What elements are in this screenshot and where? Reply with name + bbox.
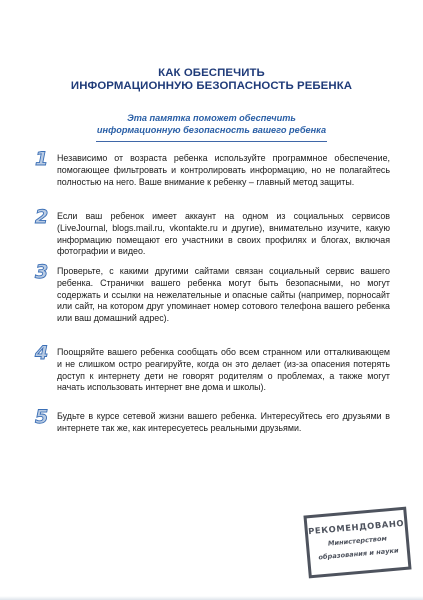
list-item-1 (35, 148, 390, 188)
item-text-4: Поощряйте вашего ребенка сообщать обо всем странном или отталкивающем и не слишком остро реагируйте, когда он это делает (из-за опасения потерять доступ к интернету дети не говорят родителям о проблемах, а также могут начать использовать интернет вне дома и школы). (57, 347, 390, 393)
item-number-3: 3 (35, 261, 49, 283)
page-subtitle-line-2: информационную безопасность вашего ребенка (96, 125, 327, 135)
recommended-stamp (303, 507, 411, 579)
list-item-4 (35, 342, 390, 394)
page-title-line-1: КАК ОБЕСПЕЧИТЬ (158, 67, 265, 79)
item-text-1: Независимо от возраста ребенка используйте программное обеспечение, помогающее фильтровать и контролировать информацию, но не полагайтесь полностью на него. Ваше внимание к ребенку – главный метод защиты. (57, 153, 390, 187)
stamp-line-education: образования и науки (318, 546, 399, 562)
list-item-3 (35, 261, 390, 325)
stamp-heading: РЕКОМЕНДОВАНО (307, 517, 405, 537)
item-number-2: 2 (35, 206, 49, 228)
item-number-1: 1 (35, 148, 49, 170)
item-text-2: Если ваш ребенок имеет аккаунт на одном из социальных сервисов (LiveJournal, blogs.mail.ru, vkontakte.ru и другие), внимательно изучите, какую информацию помещают его участники в своих профилях и блогах, включая фотографии и видео. (57, 211, 390, 257)
page-bottom-edge (0, 596, 423, 600)
item-number-5: 5 (35, 406, 49, 428)
list-item-2 (35, 206, 390, 258)
list-item-5 (35, 406, 390, 435)
item-number-4: 4 (35, 342, 49, 364)
subtitle-divider (96, 141, 327, 142)
item-text-5: Будьте в курсе сетевой жизни вашего ребенка. Интересуйтесь его друзьями в интернете так же, как интересуетесь реальными друзьями. (57, 411, 390, 433)
page-title (0, 67, 423, 93)
stamp-line-ministry: Министерством (327, 534, 388, 548)
page-title-line-2: ИНФОРМАЦИОННУЮ БЕЗОПАСНОСТЬ РЕБЕНКА (70, 80, 353, 92)
item-text-3: Проверьте, с какими другими сайтами связан социальный сервис вашего ребенка. Странички вашего ребенка могут быть безопасными, но могут содержать и ссылки на нежелательные и опасные сайты (например, порносайт или сайт, на котором друг упоминает номер сотового телефона вашего ребенка или ваш домашний адрес). (57, 266, 390, 324)
page-subtitle-line-1: Эта памятка поможет обеспечить (127, 113, 296, 123)
page-subtitle (0, 112, 423, 136)
